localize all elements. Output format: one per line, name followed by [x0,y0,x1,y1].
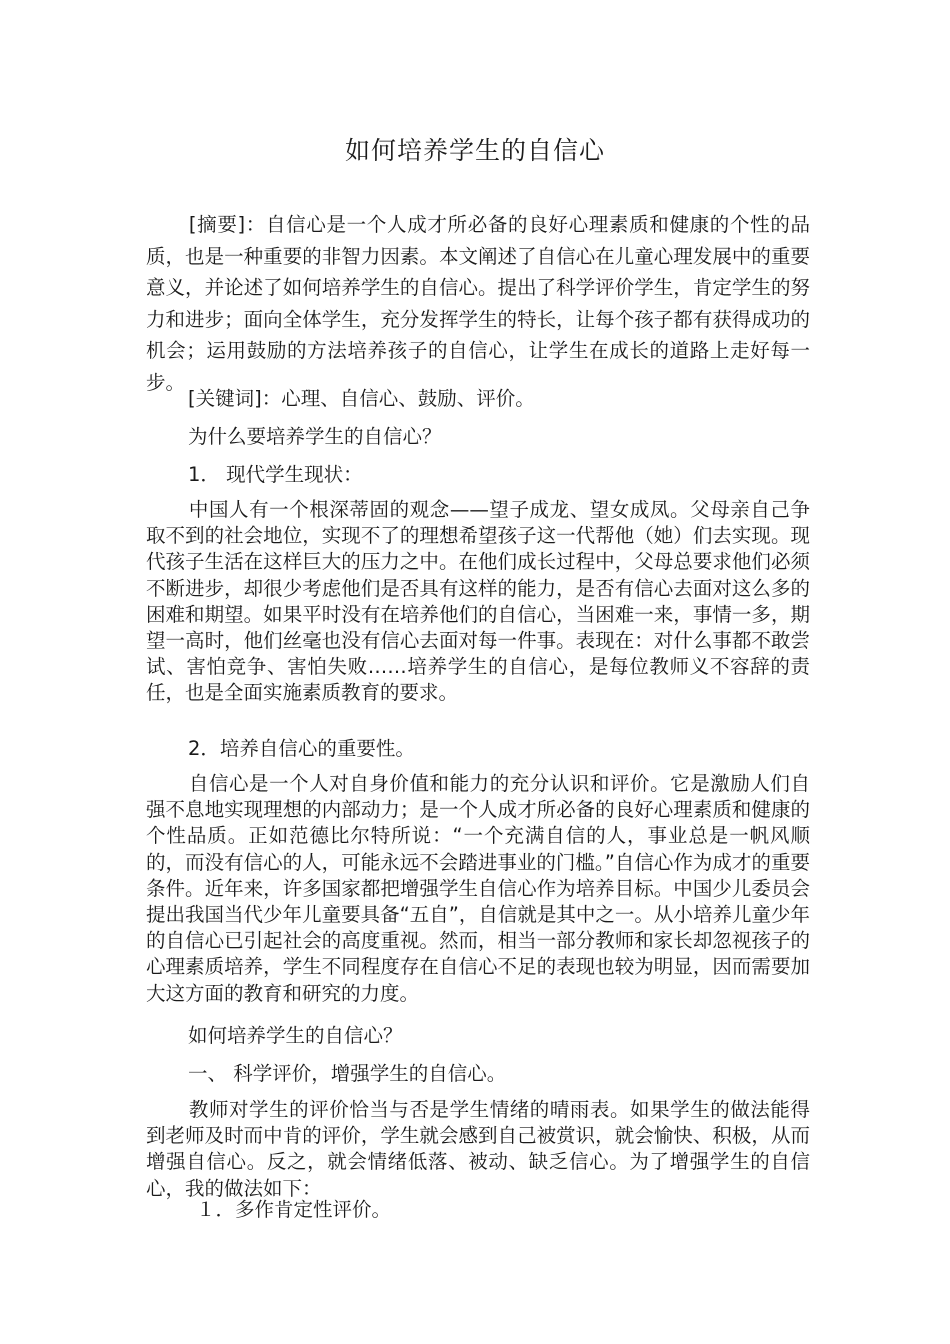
section-heading-current-status: 1． 现代学生现状： [188,463,363,486]
abstract-paragraph: [摘要]：自信心是一个人成才所必备的良好心理素质和健康的个性的品质，也是一种重要的非智力因素。本文阐述了自信心在儿童心理发展中的重要意义，并论述了如何培养学生的自信心。提出了科学评价学生，肯定学生的努力和进步；面向全体学生，充分发挥学生的特长，让每个孩子都有获得成功的机会；运用鼓励的方法培养孩子的自信心，让学生在成长的道路上走好每一步。 [146,213,810,394]
paragraph-current-status: 中国人有一个根深蒂固的观念——望子成龙、望女成凤。父母亲自己争取不到的社会地位，实现不了的理想希望孩子这一代帮他（她）们去实现。现代孩子生活在这样巨大的压力之中。在他们成长过程中，父母总要求他们必须不断进步，却很少考虑他们是否具有这样的能力，是否有信心去面对这么多的困难和期望。如果平时没有在培养他们的自信心，当困难一来，事情一多，期望一高时，他们丝毫也没有信心去面对每一件事。表现在：对什么事都不敢尝试、害怕竞争、害怕失败……培养学生的自信心，是每位教师义不容辞的责任，也是全面实施素质教育的要求。 [146,498,810,705]
subheading-positive-evaluation: １．多作肯定性评价。 [196,1198,392,1221]
section-heading-importance: 2．培养自信心的重要性。 [188,737,415,760]
question-heading-how: 如何培养学生的自信心？ [188,1024,403,1047]
keywords-line: [关键词]：心理、自信心、鼓励、评价。 [188,387,535,410]
section-heading-scientific-evaluation: 一、 科学评价，增强学生的自信心。 [188,1062,507,1085]
paragraph-importance: 自信心是一个人对自身价值和能力的充分认识和评价。它是激励人们自强不息地实现理想的内部动力；是一个人成才所必备的良好心理素质和健康的个性品质。正如范德比尔特所说：“一个充满自信的人，事业总是一帆风顺的，而没有信心的人，可能永远不会踏进事业的门槛。”自信心作为成才的重要条件。近年来，许多国家都把增强学生自信心作为培养目标。中国少儿委员会提出我国当代少年儿童要具备“五自”，自信就是其中之一。从小培养儿童少年的自信心已引起社会的高度重视。然而，相当一部分教师和家长却忽视孩子的心理素质培养，学生不同程度存在自信心不足的表现也较为明显，因而需要加大这方面的教育和研究的力度。 [146,772,810,1005]
question-heading-why: 为什么要培养学生的自信心？ [188,425,442,448]
paragraph-evaluation: 教师对学生的评价恰当与否是学生情绪的晴雨表。如果学生的做法能得到老师及时而中肯的评价，学生就会感到自己被赏识，就会愉快、积极，从而增强自信心。反之，就会情绪低落、被动、缺乏信心。为了增强学生的自信心，我的做法如下： [146,1098,810,1200]
document-title: 如何培养学生的自信心 [344,136,605,165]
